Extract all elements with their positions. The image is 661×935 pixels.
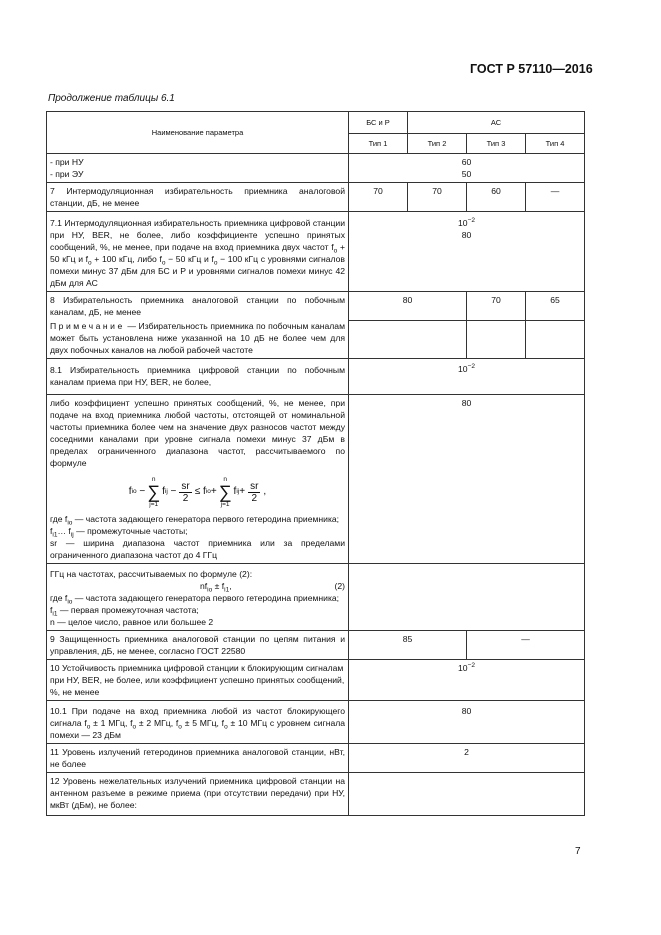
value-cell: $10^{-2}$ 80 (349, 212, 585, 292)
table-row (47, 154, 585, 183)
value-cell (349, 773, 585, 816)
value-cell: $10^{-2}$ (349, 359, 585, 395)
header-type-4: Тип 4 (526, 134, 585, 154)
value-cell: — (526, 183, 585, 212)
param-cell: 10 Устойчивость приемника цифровой станции к блокирующим сигналам при НУ, BER, не более, или коэффициент успешно принятых сообщений, %, не менее (47, 660, 349, 701)
table-row (47, 292, 585, 321)
param-cell: 10.1 При подаче на вход приемника любой из частот блокирующего сигнала $f_o \pm 1$ МГц, $f_o \pm 2$ МГц, $f_o \pm 5$ МГц, $f_o \pm 10$ МГц с уровнем сигнала помехи — 23 дБм (47, 701, 349, 744)
value-cell: — (467, 631, 585, 660)
value-cell: 65 (526, 292, 585, 321)
param-cell: 11 Уровень излучений гетеродинов приемника аналоговой станции, нВт, не более (47, 744, 349, 773)
header-type-2: Тип 2 (408, 134, 467, 154)
param-cell: 7 Интермодуляционная избирательность приемника аналоговой станции, дБ, не менее (47, 183, 349, 212)
param-cell: - при НУ - при ЭУ (47, 154, 349, 183)
param-cell: 8 Избирательность приемника аналоговой станции по побочным каналам, дБ, не менее (47, 292, 349, 321)
param-cell: 8.1 Избирательность приемника цифровой станции по побочным каналам приема при НУ, BER, не более, (47, 359, 349, 395)
value-cell: 70 (349, 183, 408, 212)
header-as: АС (408, 112, 585, 134)
value-cell: 80 (349, 292, 467, 321)
table-row (47, 564, 585, 631)
table-row (47, 320, 585, 359)
param-cell: либо коэффициент успешно принятых сообщений, %, не менее, при подаче на вход приемника любой частоты, отстоящей от номинальной частоты приемника более чем на значение двух разносов частот между соседними каналами при уровне сигнала помехи минус 37 дБм в пределах ограниченного диапазона частот, рассчитываемого по формуле f io − n ∑ j=1 f ij − $\frac{sr}{2}$ ≤ f io + n ∑ j=1 f ij + $\frac{sr}{2}$ , где $f_{io}$ — частота задающего генератора первого гетеродина приемника; $f_{i1}\dots$ $f_{ij}$ — промежуточные частоты; sr — ширина диапазона частот приемника или за пределами ограниченного диапазона частот до 4 ГГц (47, 395, 349, 564)
value-cell: 70 (408, 183, 467, 212)
value-cell: 60 (467, 183, 526, 212)
value-cell: 60 50 (349, 154, 585, 183)
formula-1: f io − n ∑ j=1 f ij − $\frac{sr}{2}$ ≤ f io + n ∑ j=1 f ij + $\frac{sr}{2}$ , (128, 476, 267, 508)
table-row (47, 701, 585, 744)
note-label: Примечание (50, 321, 125, 331)
value-cell (349, 564, 585, 631)
table-row (47, 359, 585, 395)
table-row (47, 773, 585, 816)
header-param: Наименование параметра (47, 112, 349, 154)
header-type-1: Тип 1 (349, 134, 408, 154)
value-cell: $10^{-2}$ (349, 660, 585, 701)
table-row (47, 395, 585, 564)
param-cell: 12 Уровень нежелательных излучений приемника цифровой станции на антенном разъеме в режиме приема (при отсутствии передачи) при НУ, мкВт (дБм), не более: (47, 773, 349, 816)
table-row (47, 744, 585, 773)
value-cell: 80 (349, 395, 585, 564)
value-cell: 85 (349, 631, 467, 660)
header-bs-r: БС и Р (349, 112, 408, 134)
param-cell: 9 Защищенность приемника аналоговой станции по цепям питания и управления, дБ, не менее, согласно ГОСТ 22580 (47, 631, 349, 660)
table-row (47, 631, 585, 660)
table-row (47, 660, 585, 701)
table-continuation-label: Продолжение таблицы 6.1 (48, 93, 175, 104)
parameters-table (46, 111, 585, 816)
note-cell: Примечание — Избирательность приемника по побочным каналам может быть установлена ниже указанной на 10 дБ не более чем для двух побочных каналов на любой рабочей частоте (47, 320, 349, 359)
header-type-3: Тип 3 (467, 134, 526, 154)
param-cell: ГГц на частотах, рассчитываемых по формуле (2): $nf_{io} \pm f_{i1}$, (2) где $f_{io}$ — частота задающего генератора первого гетеродина приемника; $f_{i1}$ — первая промежуточная частота; n — целое число, равное или большее 2 (47, 564, 349, 631)
value-cell: 80 (349, 701, 585, 744)
page-number: 7 (575, 846, 581, 857)
table-row (47, 212, 585, 292)
table-row (47, 183, 585, 212)
document-standard-number: ГОСТ Р 57110—2016 (470, 62, 593, 76)
formula-2: $nf_{io} \pm f_{i1}$, (2) (200, 581, 345, 594)
param-cell: 7.1 Интермодуляционная избирательность приемника цифровой станции при НУ, BER, не более, либо коэффициенте успешно принятых сообщений, %, не менее, при подаче на вход приемника двух частот $f_o + 50$ кГц и $f_o + 100$ кГц, либо $f_o - 50$ кГц и $f_o - 100$ кГц с уровнями сигналов помехи минус 37 дБм для БС и Р и уровнями сигналов помехи минус 42 дБм для АС (47, 212, 349, 292)
value-cell: 2 (349, 744, 585, 773)
value-cell: 70 (467, 292, 526, 321)
